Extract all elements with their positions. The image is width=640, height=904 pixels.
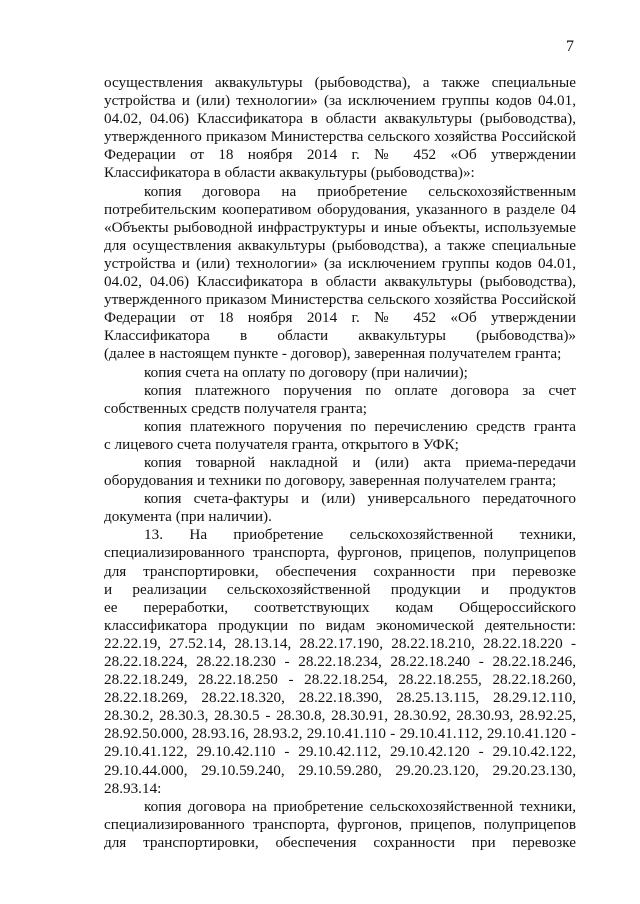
text-line: для транспортировки, обеспечения сохранности при перевозке <box>104 562 576 580</box>
page-number: 7 <box>566 38 574 55</box>
text-line: 29.10.44.000, 29.10.59.240, 29.10.59.280, 29.20.23.120, 29.20.23.130, <box>104 761 576 779</box>
text-line: оборудования и техники по договору, заверенная получателем гранта; <box>104 472 557 490</box>
text-line: копия платежного поручения по оплате договора за счет <box>144 381 576 399</box>
text-line: 28.93.14: <box>104 779 162 797</box>
text-line: копия счета на оплату по договору (при наличии); <box>144 363 468 381</box>
text-line: Классификатора в области аквакультуры (рыбоводства)»: <box>104 164 475 182</box>
text-line: утвержденного приказом Министерства сельского хозяйства Российской <box>104 291 576 309</box>
text-line: ее переработки, соответствующих кодам Общероссийского <box>104 598 576 616</box>
text-line: копия счета-фактуры и (или) универсального передаточного <box>144 490 576 508</box>
text-line: документа (при наличии). <box>104 508 272 526</box>
text-line: устройства и (или) технологии» (за исключением группы кодов 04.01, <box>104 254 576 272</box>
text-line: копия платежного поручения по перечислению средств гранта <box>144 417 576 435</box>
text-line: копия договора на приобретение сельскохозяйственным <box>144 182 576 200</box>
text-line: 22.22.19, 27.52.14, 28.13.14, 28.22.17.190, 28.22.18.210, 28.22.18.220 - <box>104 634 576 652</box>
text-line: для осуществления аквакультуры (рыбоводства), а также специальные <box>104 236 576 254</box>
text-line: для транспортировки, обеспечения сохранности при перевозке <box>104 833 576 851</box>
text-line: 28.22.18.224, 28.22.18.230 - 28.22.18.234, 28.22.18.240 - 28.22.18.246, <box>104 653 576 670</box>
text-line: осуществления аквакультуры (рыбоводства), а также специальные <box>104 74 576 91</box>
text-line: специализированного транспорта, фургонов, прицепов, полуприцепов <box>104 815 576 833</box>
text-line: устройства и (или) технологии» (за исключением группы кодов 04.01, <box>104 92 576 110</box>
text-line: (далее в настоящем пункте - договор), заверенная получателем гранта; <box>104 345 562 363</box>
text-line: 28.22.18.249, 28.22.18.250 - 28.22.18.254, 28.22.18.255, 28.22.18.260, <box>104 671 576 689</box>
text-line: 28.30.2, 28.30.3, 28.30.5 - 28.30.8, 28.30.91, 28.30.92, 28.30.93, 28.92.25, <box>104 707 576 725</box>
document-body <box>104 74 576 852</box>
text-line: классификатора продукции по видам экономической деятельности: <box>104 616 576 634</box>
text-line: Федерации от 18 ноября 2014 г. № 452 «Об утверждении <box>104 309 576 327</box>
text-line: 04.02, 04.06) Классификатора в области аквакультуры (рыбоводства), <box>104 273 576 291</box>
text-line: копия договора на приобретение сельскохозяйственной техники, <box>144 797 576 815</box>
text-line: Федерации от 18 ноября 2014 г. № 452 «Об утверждении <box>104 146 576 164</box>
text-line: 28.22.18.269, 28.22.18.320, 28.22.18.390, 28.25.13.115, 28.29.12.110, <box>104 689 576 707</box>
text-line: копия товарной накладной и (или) акта приема-передачи <box>144 453 576 471</box>
text-line: 28.92.50.000, 28.93.16, 28.93.2, 29.10.41.110 - 29.10.41.112, 29.10.41.120 - <box>104 725 576 743</box>
text-line: 29.10.41.122, 29.10.42.110 - 29.10.42.112, 29.10.42.120 - 29.10.42.122, <box>104 743 576 761</box>
text-line: Классификатора в области аквакультуры (рыбоводства)» <box>104 327 576 345</box>
text-line: специализированного транспорта, фургонов, прицепов, полуприцепов <box>104 544 576 562</box>
text-line: «Объекты рыбоводной инфраструктуры и иные объекты, используемые <box>104 218 576 236</box>
text-line: собственных средств получателя гранта; <box>104 399 367 417</box>
text-line: 04.02, 04.06) Классификатора в области аквакультуры (рыбоводства), <box>104 110 576 128</box>
text-line: и реализации сельскохозяйственной продукции и продуктов <box>104 580 576 598</box>
text-line: с лицевого счета получателя гранта, открытого в УФК; <box>104 435 459 453</box>
text-line: 13. На приобретение сельскохозяйственной техники, <box>144 526 576 544</box>
text-line: утвержденного приказом Министерства сельского хозяйства Российской <box>104 128 576 146</box>
text-line: потребительским кооперативом оборудования, указанного в разделе 04 <box>104 200 576 218</box>
